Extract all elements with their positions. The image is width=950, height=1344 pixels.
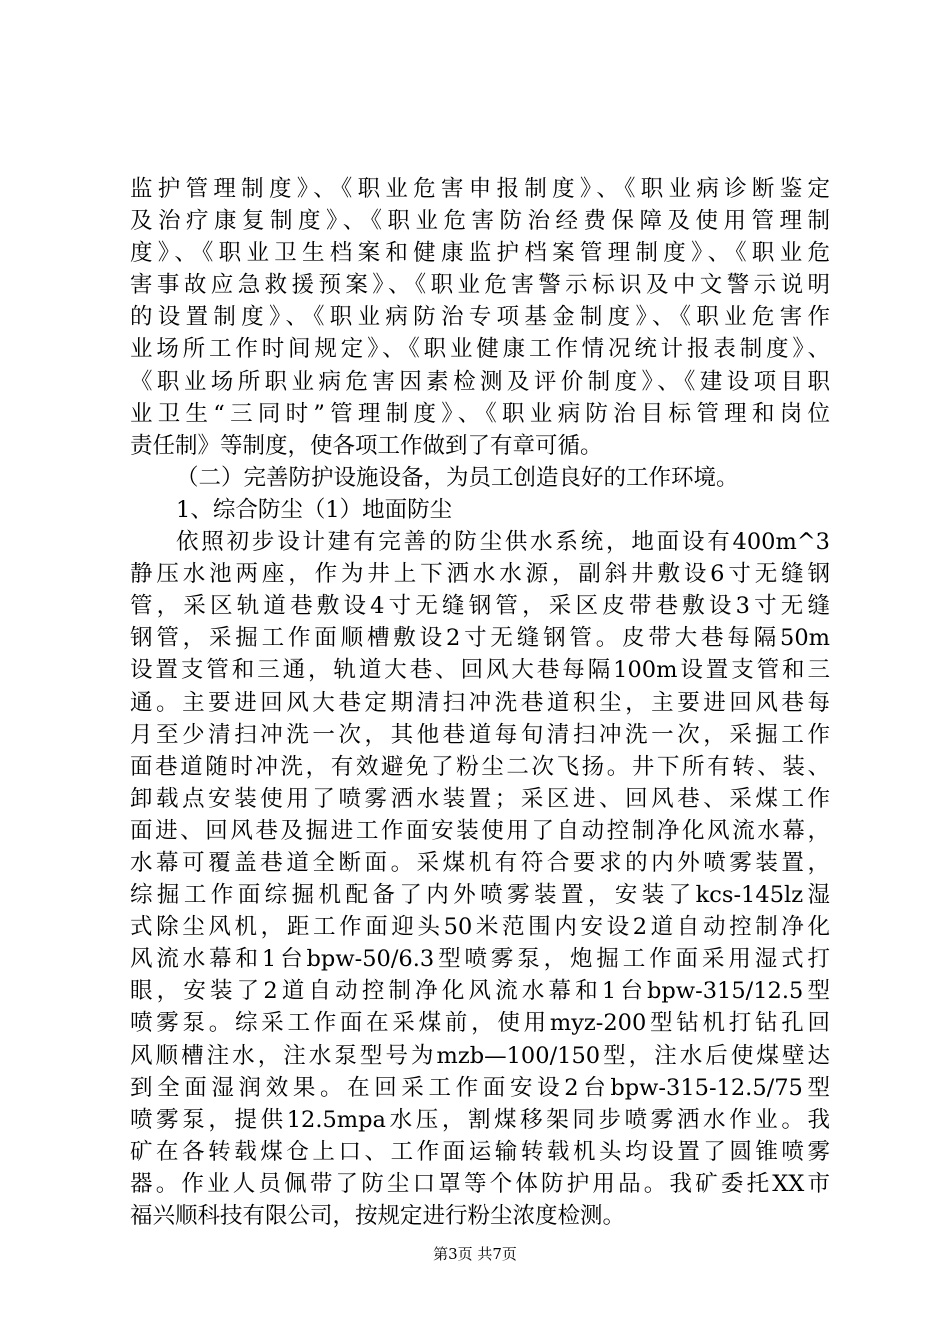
text-line: 风流水幕和1台bpw-50/6.3型喷雾泵，炮掘工作面采用湿式打 <box>130 946 830 973</box>
text-line: 综掘工作面综掘机配备了内外喷雾装置，安装了kcs-145lz湿 <box>130 882 830 909</box>
text-line: 责任制》等制度，使各项工作做到了有章可循。 <box>130 432 603 459</box>
text-line: 福兴顺科技有限公司，按规定进行粉尘浓度检测。 <box>130 1203 626 1229</box>
text-line: 监护管理制度》、《职业危害申报制度》、《职业病诊断鉴定 <box>130 176 830 202</box>
text-line: 卸载点安装使用了喷雾洒水装置；采区进、回风巷、采煤工作 <box>130 785 830 812</box>
text-line: 依照初步设计建有完善的防尘供水系统，地面设有400m^3 <box>176 529 830 556</box>
paragraph-regulations <box>130 173 830 462</box>
text-line: 风顺槽注水，注水泵型号为mzb—100/150型，注水后使煤壁达 <box>130 1042 830 1069</box>
text-line: 的设置制度》、《职业病防治专项基金制度》、《职业危害作 <box>130 304 830 331</box>
text-line: 矿在各转载煤仓上口、工作面运输转载机头均设置了圆锥喷雾 <box>130 1138 830 1165</box>
text-line: 业卫生“三同时”管理制度》、《职业病防治目标管理和岗位 <box>130 400 830 427</box>
text-line: 式除尘风机，距工作面迎头50米范围内安设2道自动控制净化 <box>130 914 830 941</box>
text-line: 钢管，采掘工作面顺槽敷设2寸无缝钢管。皮带大巷每隔50m <box>130 625 830 652</box>
paragraph-dust-control <box>130 526 830 1232</box>
text-line: 设置支管和三通，轨道大巷、回风大巷每隔100m设置支管和三 <box>130 657 830 684</box>
text-line: 面巷道随时冲洗，有效避免了粉尘二次飞扬。井下所有转、装、 <box>130 753 830 780</box>
text-line: 面进、回风巷及掘进工作面安装使用了自动控制净化风流水幕， <box>130 817 830 844</box>
text-line: 及治疗康复制度》、《职业危害防治经费保障及使用管理制 <box>130 208 830 235</box>
subsection-heading: 1、综合防尘（1）地面防尘 <box>176 496 453 523</box>
text-line: 管，采区轨道巷敷设4寸无缝钢管，采区皮带巷敷设3寸无缝 <box>130 593 830 620</box>
text-line: 器。作业人员佩带了防尘口罩等个体防护用品。我矿委托XX市 <box>130 1170 830 1197</box>
text-line: 害事故应急救援预案》、《职业危害警示标识及中文警示说明 <box>130 272 830 299</box>
text-line: 喷雾泵。综采工作面在采煤前，使用myz-200型钻机打钻孔回 <box>130 1010 830 1037</box>
text-line: 《职业场所职业病危害因素检测及评价制度》、《建设项目职 <box>130 368 830 395</box>
text-line: 水幕可覆盖巷道全断面。采煤机有符合要求的内外喷雾装置， <box>130 849 830 876</box>
text-line: 月至少清扫冲洗一次，其他巷道每旬清扫冲洗一次，采掘工作 <box>130 721 830 748</box>
text-line: 度》、《职业卫生档案和健康监护档案管理制度》、《职业危 <box>130 240 830 267</box>
section-heading: （二）完善防护设施设备，为员工创造良好的工作环境。 <box>176 464 739 491</box>
text-line: 到全面湿润效果。在回采工作面安设2台bpw-315-12.5/75型 <box>130 1074 830 1101</box>
text-line: 眼，安装了2道自动控制净化风流水幕和1台bpw-315/12.5型 <box>130 978 830 1005</box>
document-body <box>130 173 830 1232</box>
text-line: 静压水池两座，作为井上下洒水水源，副斜井敷设6寸无缝钢 <box>130 561 830 588</box>
page-number-footer: 第3页 共7页 <box>433 1245 517 1263</box>
text-line: 业场所工作时间规定》、《职业健康工作情况统计报表制度》、 <box>130 336 830 363</box>
text-line: 喷雾泵，提供12.5mpa水压，割煤移架同步喷雾洒水作业。我 <box>130 1106 830 1133</box>
text-line: 通。主要进回风大巷定期清扫冲洗巷道积尘，主要进回风巷每 <box>130 689 830 716</box>
